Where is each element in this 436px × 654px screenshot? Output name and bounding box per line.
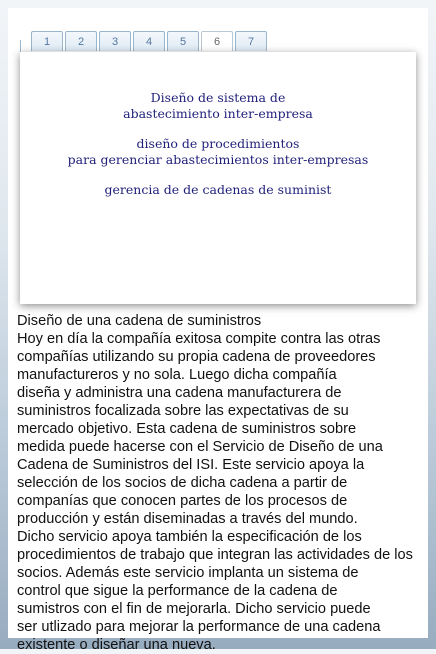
panel-content [20,90,416,198]
panel-heading-line-1: Diseño de sistema de [150,90,286,105]
article-line: Hoy en día la compañía exitosa compite contra las otras [17,331,381,347]
panel-heading-line-5: gerencia de de cadenas de suminist [104,182,332,197]
panel-heading-line-2: abastecimiento inter-empresa [123,106,313,121]
tab-7[interactable]: 7 [235,31,267,51]
panel-heading-line-4: para gerenciar abastecimientos inter-empresas [67,152,369,167]
article-line: control que sigue la performance de la cadena de [17,583,338,599]
tab-panel [20,52,416,304]
tab-1[interactable]: 1 [31,31,63,51]
article-line: procedimientos de trabajo que integran las actividades de los [17,547,413,563]
article-line: compañías utilizando su propia cadena de proveedores [17,349,376,365]
tab-4[interactable]: 4 [133,31,165,51]
article-line: selección de los socios de dicha cadena a partir de [17,475,348,491]
panel-heading-line-3: diseño de procedimientos [136,136,300,151]
tab-6[interactable]: 6 [201,31,233,51]
article-line: suministros focalizada sobre las expectativas de su [17,403,349,419]
article-line: Cadena de Suministros del ISI. Este servicio apoya la [17,457,365,473]
article-line: companías que conocen partes de los procesos de [17,493,348,509]
article-line: diseña y administra una cadena manufacturera de [17,385,342,401]
article-line: manufactureros y no sola. Luego dicha compañía [17,367,337,383]
article-line: mercado objetivo. Esta cadena de suministros sobre [17,421,357,437]
article-line: Dicho servicio apoya también la especificación de los [17,529,362,545]
tab-bar-edge [20,40,21,52]
article-line: sumistros con el fin de mejorarla. Dicho servicio puede [17,601,371,617]
article-line: ser utlizado para mejorar la performance de una cadena [17,619,381,635]
tab-2[interactable]: 2 [65,31,97,51]
tab-3[interactable]: 3 [99,31,131,51]
tab-5[interactable]: 5 [167,31,199,51]
page-container [8,8,428,653]
article-line: existente o diseñar una nueva. [17,637,216,653]
article [17,312,436,654]
article-line: medida puede hacerse con el Servicio de Diseño de una [17,439,383,455]
article-line: socios. Además este servicio implanta un sistema de [17,565,359,581]
tab-bar [20,30,280,53]
article-line: producción y están diseminadas a través del mundo. [17,511,358,527]
article-title: Diseño de una cadena de suministros [17,313,262,329]
